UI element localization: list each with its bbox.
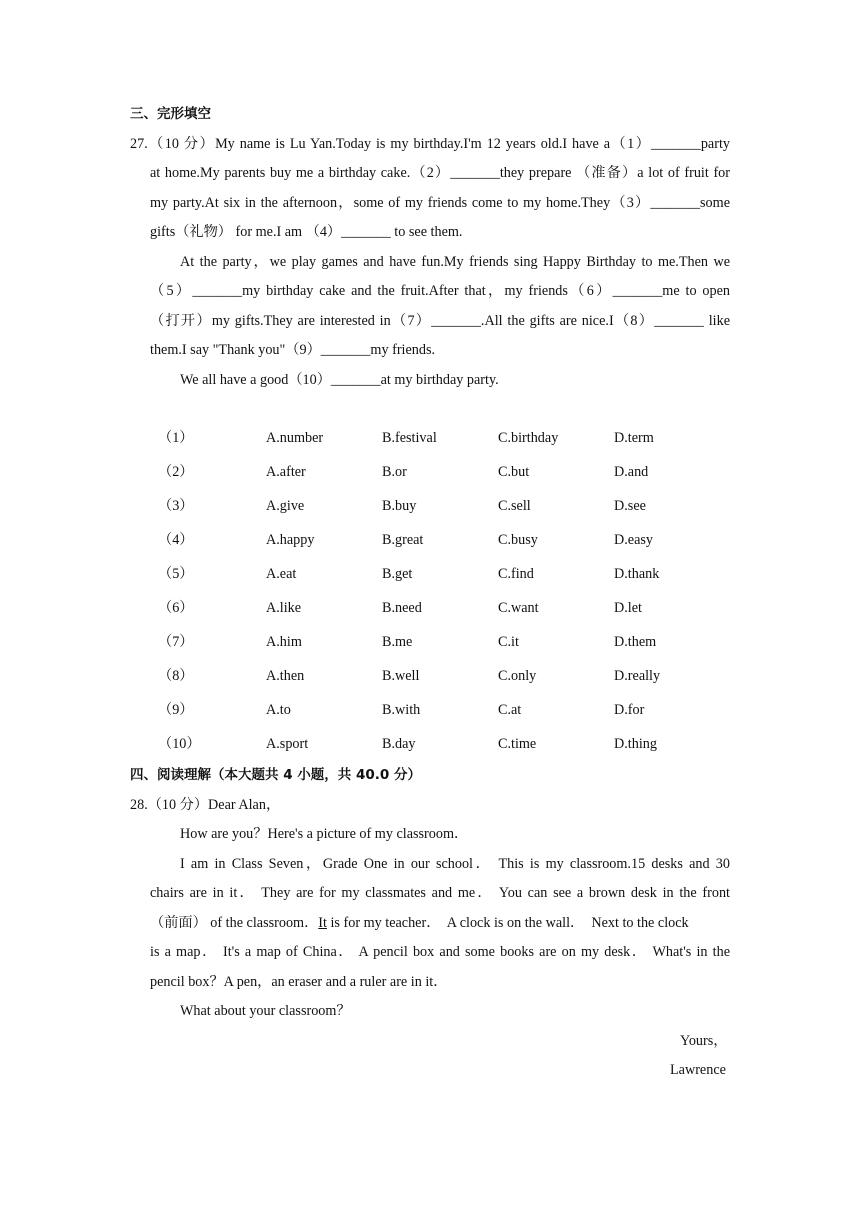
option-row	[158, 496, 730, 530]
answer-option: B.buy	[382, 498, 417, 514]
answer-option: C.sell	[498, 498, 531, 514]
answer-option: D.thing	[614, 736, 657, 752]
passage-segment	[318, 913, 730, 933]
answer-option: A.happy	[266, 532, 315, 548]
option-row	[158, 598, 730, 632]
answer-option: C.at	[498, 702, 522, 718]
question-number: （10）	[158, 736, 201, 752]
option-row	[158, 530, 730, 564]
option-row	[158, 734, 730, 768]
answer-option: D.and	[614, 464, 649, 480]
option-row	[158, 700, 730, 734]
passage-line: chairs are in it． They are for my classmates and me． You can see a brown desk in the front	[150, 885, 730, 901]
passage-line: We all have a good（10）_______at my birthday party.	[180, 372, 499, 388]
answer-option: D.term	[614, 430, 654, 446]
passage-line: my party.At six in the afternoon，some of my friends come to my home.They（3）_______some	[150, 195, 730, 211]
option-row	[158, 462, 730, 496]
answer-option: A.like	[266, 600, 302, 616]
passage-line	[150, 913, 730, 933]
answer-option: D.really	[614, 668, 661, 684]
question-number: （7）	[158, 634, 194, 650]
letter-signature: Lawrence	[670, 1062, 726, 1078]
passage-line: at home.My parents buy me a birthday cake.（2）_______they prepare （准备）a lot of fruit for	[150, 165, 730, 181]
option-row	[158, 428, 730, 462]
underlined-word: It	[318, 915, 327, 931]
option-row	[158, 564, 730, 598]
answer-option: C.it	[498, 634, 519, 650]
answer-option: C.but	[498, 464, 530, 480]
passage-line: How are you？Here's a picture of my classroom．	[180, 826, 469, 842]
answer-option: A.then	[266, 668, 305, 684]
section-heading-cloze: 三、完形填空	[130, 106, 211, 122]
answer-option: A.to	[266, 702, 291, 718]
answer-option: C.want	[498, 600, 539, 616]
question-number: （8）	[158, 668, 194, 684]
letter-greeting: 28.（10 分）Dear Alan，	[130, 797, 281, 813]
answer-option: D.thank	[614, 566, 660, 582]
answer-option: A.number	[266, 430, 324, 446]
option-row	[158, 632, 730, 666]
answer-option: B.great	[382, 532, 424, 548]
question-number: （5）	[158, 566, 194, 582]
answer-option: B.day	[382, 736, 416, 752]
answer-option: B.need	[382, 600, 422, 616]
answer-option: C.find	[498, 566, 534, 582]
answer-options-table	[158, 428, 730, 768]
question-number: （9）	[158, 702, 194, 718]
answer-option: D.see	[614, 498, 646, 514]
answer-option: A.give	[266, 498, 305, 514]
answer-option: C.time	[498, 736, 537, 752]
answer-option: B.or	[382, 464, 407, 480]
answer-option: C.birthday	[498, 430, 559, 446]
passage-line: gifts（礼物） for me.I am （4）_______ to see them.	[150, 224, 463, 240]
answer-option: C.only	[498, 668, 537, 684]
letter-closing: Yours，	[680, 1033, 728, 1049]
answer-option: A.eat	[266, 566, 297, 582]
question-number: （6）	[158, 600, 194, 616]
answer-option: B.with	[382, 702, 421, 718]
passage-line: pencil box？A pen，an eraser and a ruler are in it．	[150, 974, 448, 990]
question-number: （4）	[158, 532, 194, 548]
passage-line: （5）_______my birthday cake and the fruit.After that，my friends（6）_______me to open	[150, 283, 730, 299]
question-number: （3）	[158, 498, 194, 514]
answer-option: A.after	[266, 464, 306, 480]
answer-option: D.them	[614, 634, 657, 650]
passage-line: them.I say "Thank you"（9）_______my friends.	[150, 342, 436, 358]
answer-option: D.for	[614, 702, 645, 718]
passage-segment: （前面） of the classroom．	[150, 915, 319, 931]
section-heading-reading: 四、阅读理解（本大题共 4 小题，共 40.0 分）	[130, 767, 422, 783]
answer-option: B.well	[382, 668, 420, 684]
answer-option: D.let	[614, 600, 642, 616]
passage-line: （打开）my gifts.They are interested in（7）_______.All the gifts are nice.I（8）_______ like	[150, 313, 730, 329]
passage-line: At the party，we play games and have fun.My friends sing Happy Birthday to me.Then we	[180, 254, 730, 270]
answer-option: D.easy	[614, 532, 654, 548]
answer-option: B.me	[382, 634, 413, 650]
answer-option: A.him	[266, 634, 302, 650]
answer-option: A.sport	[266, 736, 309, 752]
question-number: （2）	[158, 464, 194, 480]
passage-line: I am in Class Seven，Grade One in our school． This is my classroom.15 desks and 30	[180, 856, 730, 872]
answer-option: C.busy	[498, 532, 538, 548]
passage-line: is a map． It's a map of China． A pencil box and some books are on my desk． What's in the	[150, 944, 730, 960]
question-number: （1）	[158, 430, 194, 446]
option-row	[158, 666, 730, 700]
passage-line: What about your classroom？	[180, 1003, 351, 1019]
answer-option: B.festival	[382, 430, 437, 446]
answer-option: B.get	[382, 566, 413, 582]
passage-segment: is for my teacher． A clock is on the wall． Next to the clock	[326, 915, 689, 931]
passage-line: 27.（10 分）My name is Lu Yan.Today is my birthday.I'm 12 years old.I have a（1）_______party	[130, 136, 730, 152]
